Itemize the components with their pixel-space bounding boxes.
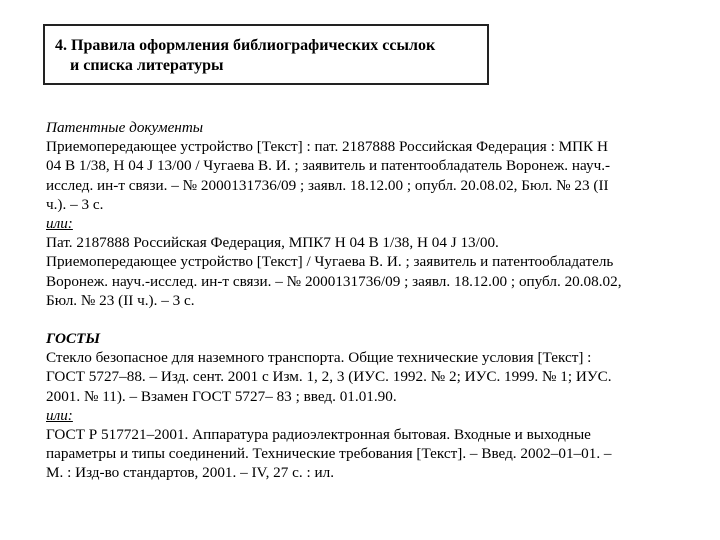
patent-entry-2-line-4: Бюл. № 23 (II ч.). – 3 с.	[46, 291, 195, 309]
patent-entry-1-line-3: исслед. ин-т связи. – № 2000131736/09 ; заявл. 18.12.00 ; опубл. 20.08.02, Бюл. № 23 (II	[46, 176, 609, 194]
patents-or-label: или:	[46, 215, 73, 233]
gost-entry-2-line-3: М. : Изд-во стандартов, 2001. – IV, 27 с. : ил.	[46, 464, 334, 482]
patent-entry-2-line-1: Пат. 2187888 Российская Федерация, МПК7 Н 04 В 1/38, Н 04 J 13/00.	[46, 234, 499, 252]
gost-entry-1-line-1: Стекло безопасное для наземного транспорта. Общие технические условия [Текст] :	[46, 349, 592, 367]
gosts-or-label: или:	[46, 406, 73, 424]
section-header-box	[43, 24, 489, 85]
gost-entry-2-line-1: ГОСТ Р 517721–2001. Аппаратура радиоэлектронная бытовая. Входные и выходные	[46, 426, 591, 444]
section-title-line-1: 4. Правила оформления библиографических ссылок	[55, 37, 436, 54]
section-title-line-2: и списка литературы	[70, 57, 224, 74]
patent-entry-1-line-1: Приемопередающее устройство [Текст] : пат. 2187888 Российская Федерация : МПК Н	[46, 138, 608, 156]
patents-heading: Патентные документы	[46, 119, 204, 136]
patent-entry-2-line-3: Воронеж. науч.-исслед. ин-т связи. – № 2000131736/09 ; заявл. 18.12.00 ; опубл. 20.08.02,	[46, 272, 622, 290]
patent-entry-1-line-4: ч.). – 3 с.	[46, 195, 104, 213]
document-body	[46, 118, 696, 483]
section-title	[55, 36, 479, 76]
patent-entry-2-line-2: Приемопередающее устройство [Текст] / Чугаева В. И. ; заявитель и патентообладатель	[46, 253, 614, 271]
gost-entry-2-line-2: параметры и типы соединений. Технические требования [Текст]. – Введ. 2002–01–01. –	[46, 445, 612, 463]
gost-entry-1-line-2: ГОСТ 5727–88. – Изд. сент. 2001 с Изм. 1, 2, 3 (ИУС. 1992. № 2; ИУС. 1999. № 1; ИУС.	[46, 368, 612, 386]
section-spacer	[46, 310, 696, 329]
patent-entry-1-line-2: 04 В 1/38, Н 04 J 13/00 / Чугаева В. И. ; заявитель и патентообладатель Воронеж. науч.-	[46, 157, 611, 175]
gosts-heading: ГОСТЫ	[46, 330, 101, 348]
gost-entry-1-line-3: 2001. № 11). – Взамен ГОСТ 5727– 83 ; введ. 01.01.90.	[46, 387, 397, 405]
